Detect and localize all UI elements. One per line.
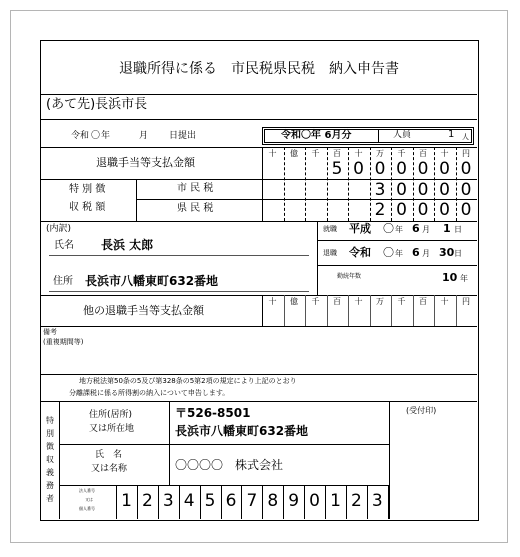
pref-tax-digit: 2 bbox=[374, 200, 386, 220]
amount-unit-header: 万 bbox=[376, 149, 384, 158]
city-tax-digit: 0 bbox=[396, 180, 407, 200]
obligor-name: 〇〇〇〇 株式会社 bbox=[175, 458, 284, 472]
other-unit-header: 十 bbox=[354, 297, 363, 306]
remarks-label: 備考 bbox=[43, 328, 57, 336]
number-digit: 4 bbox=[183, 491, 195, 511]
pref-tax-digit: 0 bbox=[439, 200, 450, 220]
amount-unit-header: 十 bbox=[354, 149, 363, 158]
city-tax-digit: 0 bbox=[439, 180, 450, 200]
years-value: 10 bbox=[442, 271, 458, 284]
city-tax-digit: 0 bbox=[460, 180, 472, 200]
pref-tax-digit: 0 bbox=[417, 200, 429, 220]
period: 令和〇年 6月分 bbox=[281, 130, 352, 141]
number-digit: 9 bbox=[288, 491, 300, 511]
employment-label: 就職 bbox=[323, 225, 337, 233]
personnel-label: 人員 bbox=[393, 130, 412, 140]
number-digit: 0 bbox=[309, 491, 320, 511]
form-title: 退職所得に係る 市民税県民税 納入申告書 bbox=[119, 61, 399, 77]
special-collection-label-2: 収 税 額 bbox=[69, 202, 106, 213]
amount-unit-header: 千 bbox=[311, 149, 320, 158]
number-label-2: 又は bbox=[85, 497, 93, 502]
other-unit-header: 億 bbox=[290, 297, 298, 306]
years-unit: 年 bbox=[460, 274, 468, 283]
retirement-allowance-digit: 0 bbox=[374, 159, 386, 179]
city-tax-digit: 0 bbox=[417, 180, 429, 200]
person-address: 長浜市八幡東町632番地 bbox=[85, 274, 219, 288]
other-allowance-label: 他の退職手当等支払金額 bbox=[83, 304, 204, 317]
amount-unit-header: 百 bbox=[419, 149, 427, 158]
number-digit: 2 bbox=[350, 491, 362, 511]
other-unit-header: 十 bbox=[268, 297, 277, 306]
city-tax-digit: 3 bbox=[374, 180, 386, 200]
amount-unit-header: 十 bbox=[268, 149, 277, 158]
obligor-side-char: 徴 bbox=[46, 442, 54, 451]
person-name: 長浜 太郎 bbox=[101, 238, 154, 252]
obligor-side-char: 収 bbox=[46, 455, 54, 464]
other-unit-header: 百 bbox=[333, 297, 341, 306]
tax-form: 退職所得に係る 市民税県民税 納入申告書 (あて先)長浜市長 令和 〇 年 月 日提出 令和〇年 6月分 人員 1 人 退職手当等支払金額 十 億 千 百 十 万 千 百 十 円 5 0 0 0 0 0 0 3 0 0 0 0 2 0 0 0 0 特 別 徴 収 税 額 市 民 税 県 民 税 (内訳) 氏名 長浜 太郎 住所 長浜市八幡東町632番地 就職 平成 〇 年 6 月 1 日 退職 令和 〇 年 6 月 30 日 勤続年数 10 年 他の退職手当等支払金額 十 億 千 百 十 万 千 百 十 円 備考 (重複期間等) 地方税法第50条の5及び第328条の5第2項の規定により上記のとおり 分離課税に係る所得割の納入について申告します。 特 別 徴 収 義 務 者 住所(居所) 又は所在地 〒526-8501 長浜市八幡東町632番地 氏 名 又は名称 〇〇〇〇 株式会社 (受付印) 法人番号 又は 個人番号 1 2 3 4 5 6 7 8 9 0 1 2 3 bbox=[40, 40, 479, 521]
other-unit-header: 千 bbox=[311, 297, 320, 306]
other-unit-header: 百 bbox=[419, 297, 427, 306]
number-label-1: 法人番号 bbox=[79, 488, 95, 493]
reception-stamp-label: (受付印) bbox=[406, 406, 437, 415]
person-name-label: 氏名 bbox=[54, 240, 74, 251]
number-digit: 5 bbox=[204, 491, 216, 511]
amount-unit-header: 億 bbox=[290, 149, 298, 158]
retirement-allowance-digit: 0 bbox=[396, 159, 407, 179]
personnel-value: 1 bbox=[448, 129, 455, 140]
pref-tax-digit: 0 bbox=[460, 200, 472, 220]
person-address-label: 住所 bbox=[53, 276, 73, 287]
obligor-side-char: 者 bbox=[46, 494, 54, 503]
number-digit: 3 bbox=[371, 491, 383, 511]
retirement-allowance-digit: 0 bbox=[439, 159, 450, 179]
remarks-sub-label: (重複期間等) bbox=[43, 338, 84, 346]
number-digit: 1 bbox=[121, 491, 132, 511]
obligor-postal: 〒526-8501 bbox=[175, 406, 251, 420]
addressee: (あて先)長浜市長 bbox=[46, 97, 148, 112]
amount-unit-header: 円 bbox=[462, 149, 470, 158]
retirement-allowance-digit: 0 bbox=[353, 159, 364, 179]
number-digit: 1 bbox=[330, 491, 341, 511]
obligor-side-char: 義 bbox=[46, 468, 54, 477]
obligor-side-char: 別 bbox=[46, 429, 54, 438]
obligor-address: 長浜市八幡東町632番地 bbox=[175, 424, 309, 438]
amount-unit-header: 十 bbox=[440, 149, 449, 158]
number-digit: 2 bbox=[141, 491, 153, 511]
statement-line-1: 地方税法第50条の5及び第328条の5第2項の規定により上記のとおり bbox=[79, 377, 297, 385]
obligor-name-label-1: 氏 名 bbox=[95, 450, 123, 460]
years-label: 勤続年数 bbox=[337, 273, 362, 280]
retirement-allowance-digit: 0 bbox=[460, 159, 472, 179]
amount-unit-header: 千 bbox=[397, 149, 406, 158]
other-unit-header: 十 bbox=[440, 297, 449, 306]
number-digit: 3 bbox=[162, 491, 174, 511]
number-digit: 8 bbox=[267, 491, 279, 511]
breakdown-label: (内訳) bbox=[46, 224, 72, 234]
obligor-side-char: 務 bbox=[46, 481, 54, 490]
personnel-unit: 人 bbox=[462, 133, 469, 141]
retire-label: 退職 bbox=[323, 249, 337, 257]
retirement-allowance-digit: 0 bbox=[417, 159, 429, 179]
number-digit: 7 bbox=[246, 491, 258, 511]
pref-tax-label: 県 民 税 bbox=[177, 203, 214, 214]
obligor-address-label-2: 又は所在地 bbox=[89, 424, 135, 434]
number-digit: 6 bbox=[225, 491, 237, 511]
obligor-side-char: 特 bbox=[46, 416, 54, 425]
pref-tax-digit: 0 bbox=[396, 200, 407, 220]
number-label-3: 個人番号 bbox=[79, 506, 95, 511]
obligor-name-label-2: 又は名称 bbox=[91, 464, 128, 474]
retirement-allowance-digit: 5 bbox=[331, 159, 343, 179]
amount-unit-header: 百 bbox=[333, 149, 341, 158]
statement-line-2: 分離課税に係る所得割の納入について申告します。 bbox=[69, 389, 230, 397]
special-collection-label-1: 特 別 徴 bbox=[69, 184, 106, 195]
other-unit-header: 万 bbox=[376, 297, 384, 306]
other-unit-header: 円 bbox=[462, 297, 470, 306]
retirement-allowance-label: 退職手当等支払金額 bbox=[96, 156, 195, 169]
other-unit-header: 千 bbox=[397, 297, 406, 306]
city-tax-label: 市 民 税 bbox=[177, 183, 214, 194]
obligor-address-label-1: 住所(居所) bbox=[89, 410, 133, 420]
